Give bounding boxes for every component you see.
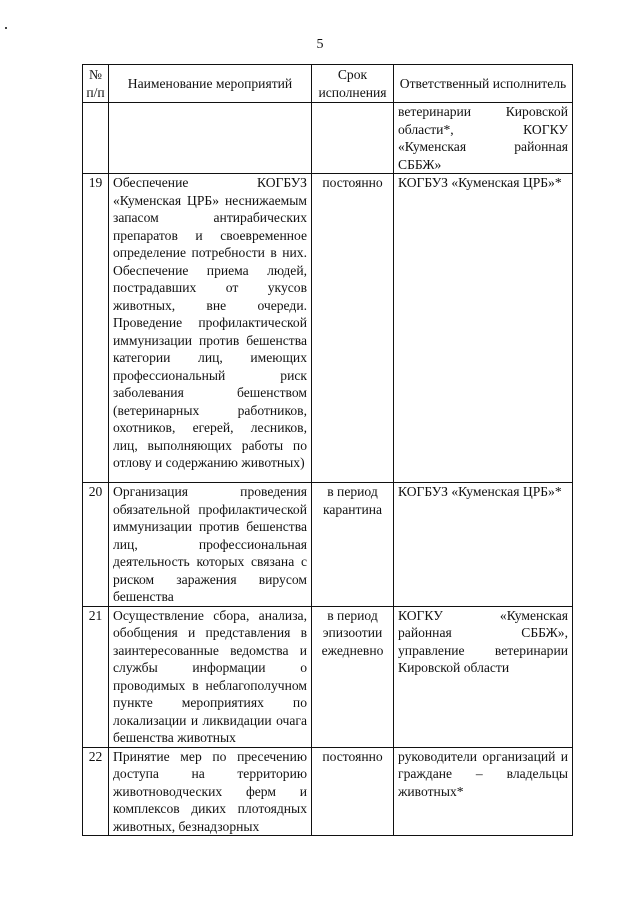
header-name: Наименование мероприятий — [109, 65, 312, 103]
table-row — [83, 747, 573, 836]
table-row — [83, 483, 573, 607]
cell-name — [109, 103, 312, 174]
header-responsible: Ответственный исполнитель — [394, 65, 573, 103]
cell-term: постоянно — [312, 747, 394, 836]
table-header-row — [83, 65, 573, 103]
header-num: № п/п — [83, 65, 109, 103]
cell-num — [83, 103, 109, 174]
cell-term: в период эпизоотии ежедневно — [312, 606, 394, 747]
table-row — [83, 174, 573, 483]
cell-name: Принятие мер по пресечению доступа на территорию животноводческих ферм и комплексов диких плотоядных животных, безнадзорных — [109, 747, 312, 836]
scan-speck — [5, 27, 7, 29]
cell-num: 22 — [83, 747, 109, 836]
cell-num: 19 — [83, 174, 109, 483]
cell-term: постоянно — [312, 174, 394, 483]
cell-num: 21 — [83, 606, 109, 747]
cell-term: в период карантина — [312, 483, 394, 607]
cell-name: Организация проведения обязательной профилактической иммунизации против бешенства лиц, профессиональная деятельность которых связана с риском заражения вирусом бешенства — [109, 483, 312, 607]
cell-term — [312, 103, 394, 174]
cell-responsible: руководители организаций и граждане – владельцы животных* — [394, 747, 573, 836]
cell-num: 20 — [83, 483, 109, 607]
cell-responsible: КОГБУЗ «Куменская ЦРБ»* — [394, 483, 573, 607]
header-term: Срок исполнения — [312, 65, 394, 103]
cell-responsible: КОГБУЗ «Куменская ЦРБ»* — [394, 174, 573, 483]
cell-responsible: КОГКУ «Куменская районная СББЖ», управление ветеринарии Кировской области — [394, 606, 573, 747]
table-row — [83, 606, 573, 747]
measures-table — [82, 64, 573, 836]
cell-name: Осуществление сбора, анализа, обобщения и представления в заинтересованные ведомства и службы информации о проводимых в неблагополучном пункте мероприятиях по локализации и ликвидации очага бешенства животных — [109, 606, 312, 747]
cell-responsible: ветеринарии Кировской области*, КОГКУ «Куменская районная СББЖ» — [394, 103, 573, 174]
cell-name: Обеспечение КОГБУЗ «Куменская ЦРБ» неснижаемым запасом антирабических препаратов и своевременное определение потребности в них. Обеспечение приема людей, пострадавших от укусов животных, вне очереди. Проведение профилактической иммунизации против бешенства категории лиц, имеющих профессиональный риск заболевания бешенством (ветеринарных работников, охотников, егерей, лесников, лиц, выполняющих работы по отлову и содержанию животных) — [109, 174, 312, 483]
table-row-continued — [83, 103, 573, 174]
page-number: 5 — [316, 37, 324, 52]
